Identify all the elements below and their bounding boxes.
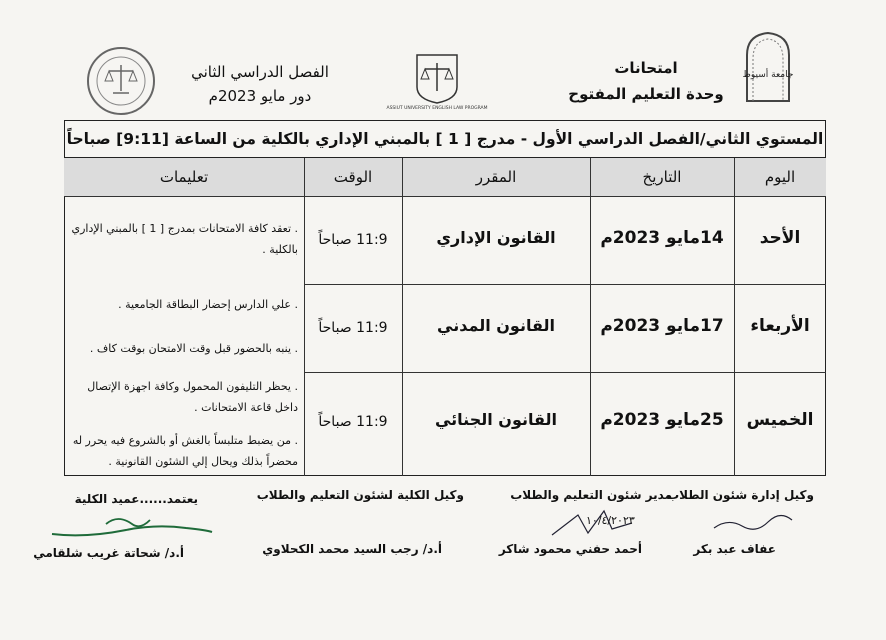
row1-day: الأحد <box>759 228 801 248</box>
instruction-3: . ينبه بالحضور قبل وقت الامتحان بوقت كاف . <box>89 342 298 355</box>
law-program-logo-text: ASSIUT UNIVERSITY ENGLISH LAW PROGRAM <box>386 106 488 111</box>
col-header-day: اليوم <box>734 158 826 196</box>
sig4-title: يعتمد......عميد الكلية <box>74 492 198 506</box>
sig4-name: أ.د/ شحاتة غريب شلقامي <box>33 546 184 560</box>
col-header-time: الوقت <box>304 158 402 196</box>
row2-course: القانون المدني <box>437 316 555 335</box>
col-header-notes: تعليمات <box>64 158 304 196</box>
row1-time: 11:9 صباحاً <box>318 232 388 248</box>
unit-title: وحدة التعليم المفتوح <box>568 85 724 103</box>
col-header-course: المقرر <box>402 158 590 196</box>
instruction-2: . علي الدارس إحضار البطاقة الجامعية . <box>118 298 298 311</box>
table-title: المستوي الثاني/الفصل الدراسي الأول - مدرج [ 1 ] بالمبني الإداري بالكلية من الساعة [9:11] صباحاً <box>64 120 826 158</box>
row3-date: 25مايو 2023م <box>600 410 724 430</box>
sig1-title: وكيل إدارة شئون الطلاب <box>667 488 814 502</box>
row3-time: 11:9 صباحاً <box>318 414 388 430</box>
law-program-logo <box>386 50 488 114</box>
exams-title: امتحانات <box>614 59 678 77</box>
sig3-name: أ.د/ رجب السيد محمد الكحلاوي <box>262 542 442 556</box>
dean-signature <box>46 510 216 550</box>
faculty-seal-icon <box>84 44 158 118</box>
row2-time: 11:9 صباحاً <box>318 320 388 336</box>
row1-date: 14مايو 2023م <box>600 228 724 248</box>
semester-title: الفصل الدراسي الثاني <box>191 63 329 81</box>
col-header-date: التاريخ <box>590 158 734 196</box>
instruction-1: . تعقد كافة الامتحانات بمدرج [ 1 ] بالمبني الإداري بالكلية . <box>71 222 298 256</box>
sig1-name: عفاف عبد بكر <box>693 542 776 556</box>
university-logo-text: جامعة أسيوط <box>742 70 794 80</box>
row2-date: 17مايو 2023م <box>600 316 724 336</box>
session-title: دور مايو 2023م <box>208 87 312 105</box>
instruction-5: . من يضبط متلبساً بالغش أو بالشروع فيه يحرر له محضراً بذلك ويحال إلي الشئون القانونية . <box>72 434 298 468</box>
sig2-name: أحمد حفني محمود شاكر <box>498 542 642 556</box>
row2-day: الأربعاء <box>750 316 810 336</box>
instruction-4: . يحظر التليفون المحمول وكافة اجهزة الإتصال داخل قاعة الامتحانات . <box>87 380 298 414</box>
sig2-title: مدير شئون التعليم والطلاب <box>510 488 672 502</box>
sig1-signature <box>708 508 798 538</box>
header-right <box>546 55 746 107</box>
row3-day: الخميس <box>746 410 814 430</box>
sig3-title: وكيل الكلية لشئون التعليم والطلاب <box>256 488 464 502</box>
sig2-handwritten-date: ١٠/٤/٢٠٢٣ <box>586 514 635 527</box>
university-logo <box>738 28 798 104</box>
table-grid <box>64 158 826 476</box>
row3-course: القانون الجنائي <box>434 410 558 429</box>
row1-course: القانون الإداري <box>436 228 556 247</box>
header-left <box>170 60 350 108</box>
